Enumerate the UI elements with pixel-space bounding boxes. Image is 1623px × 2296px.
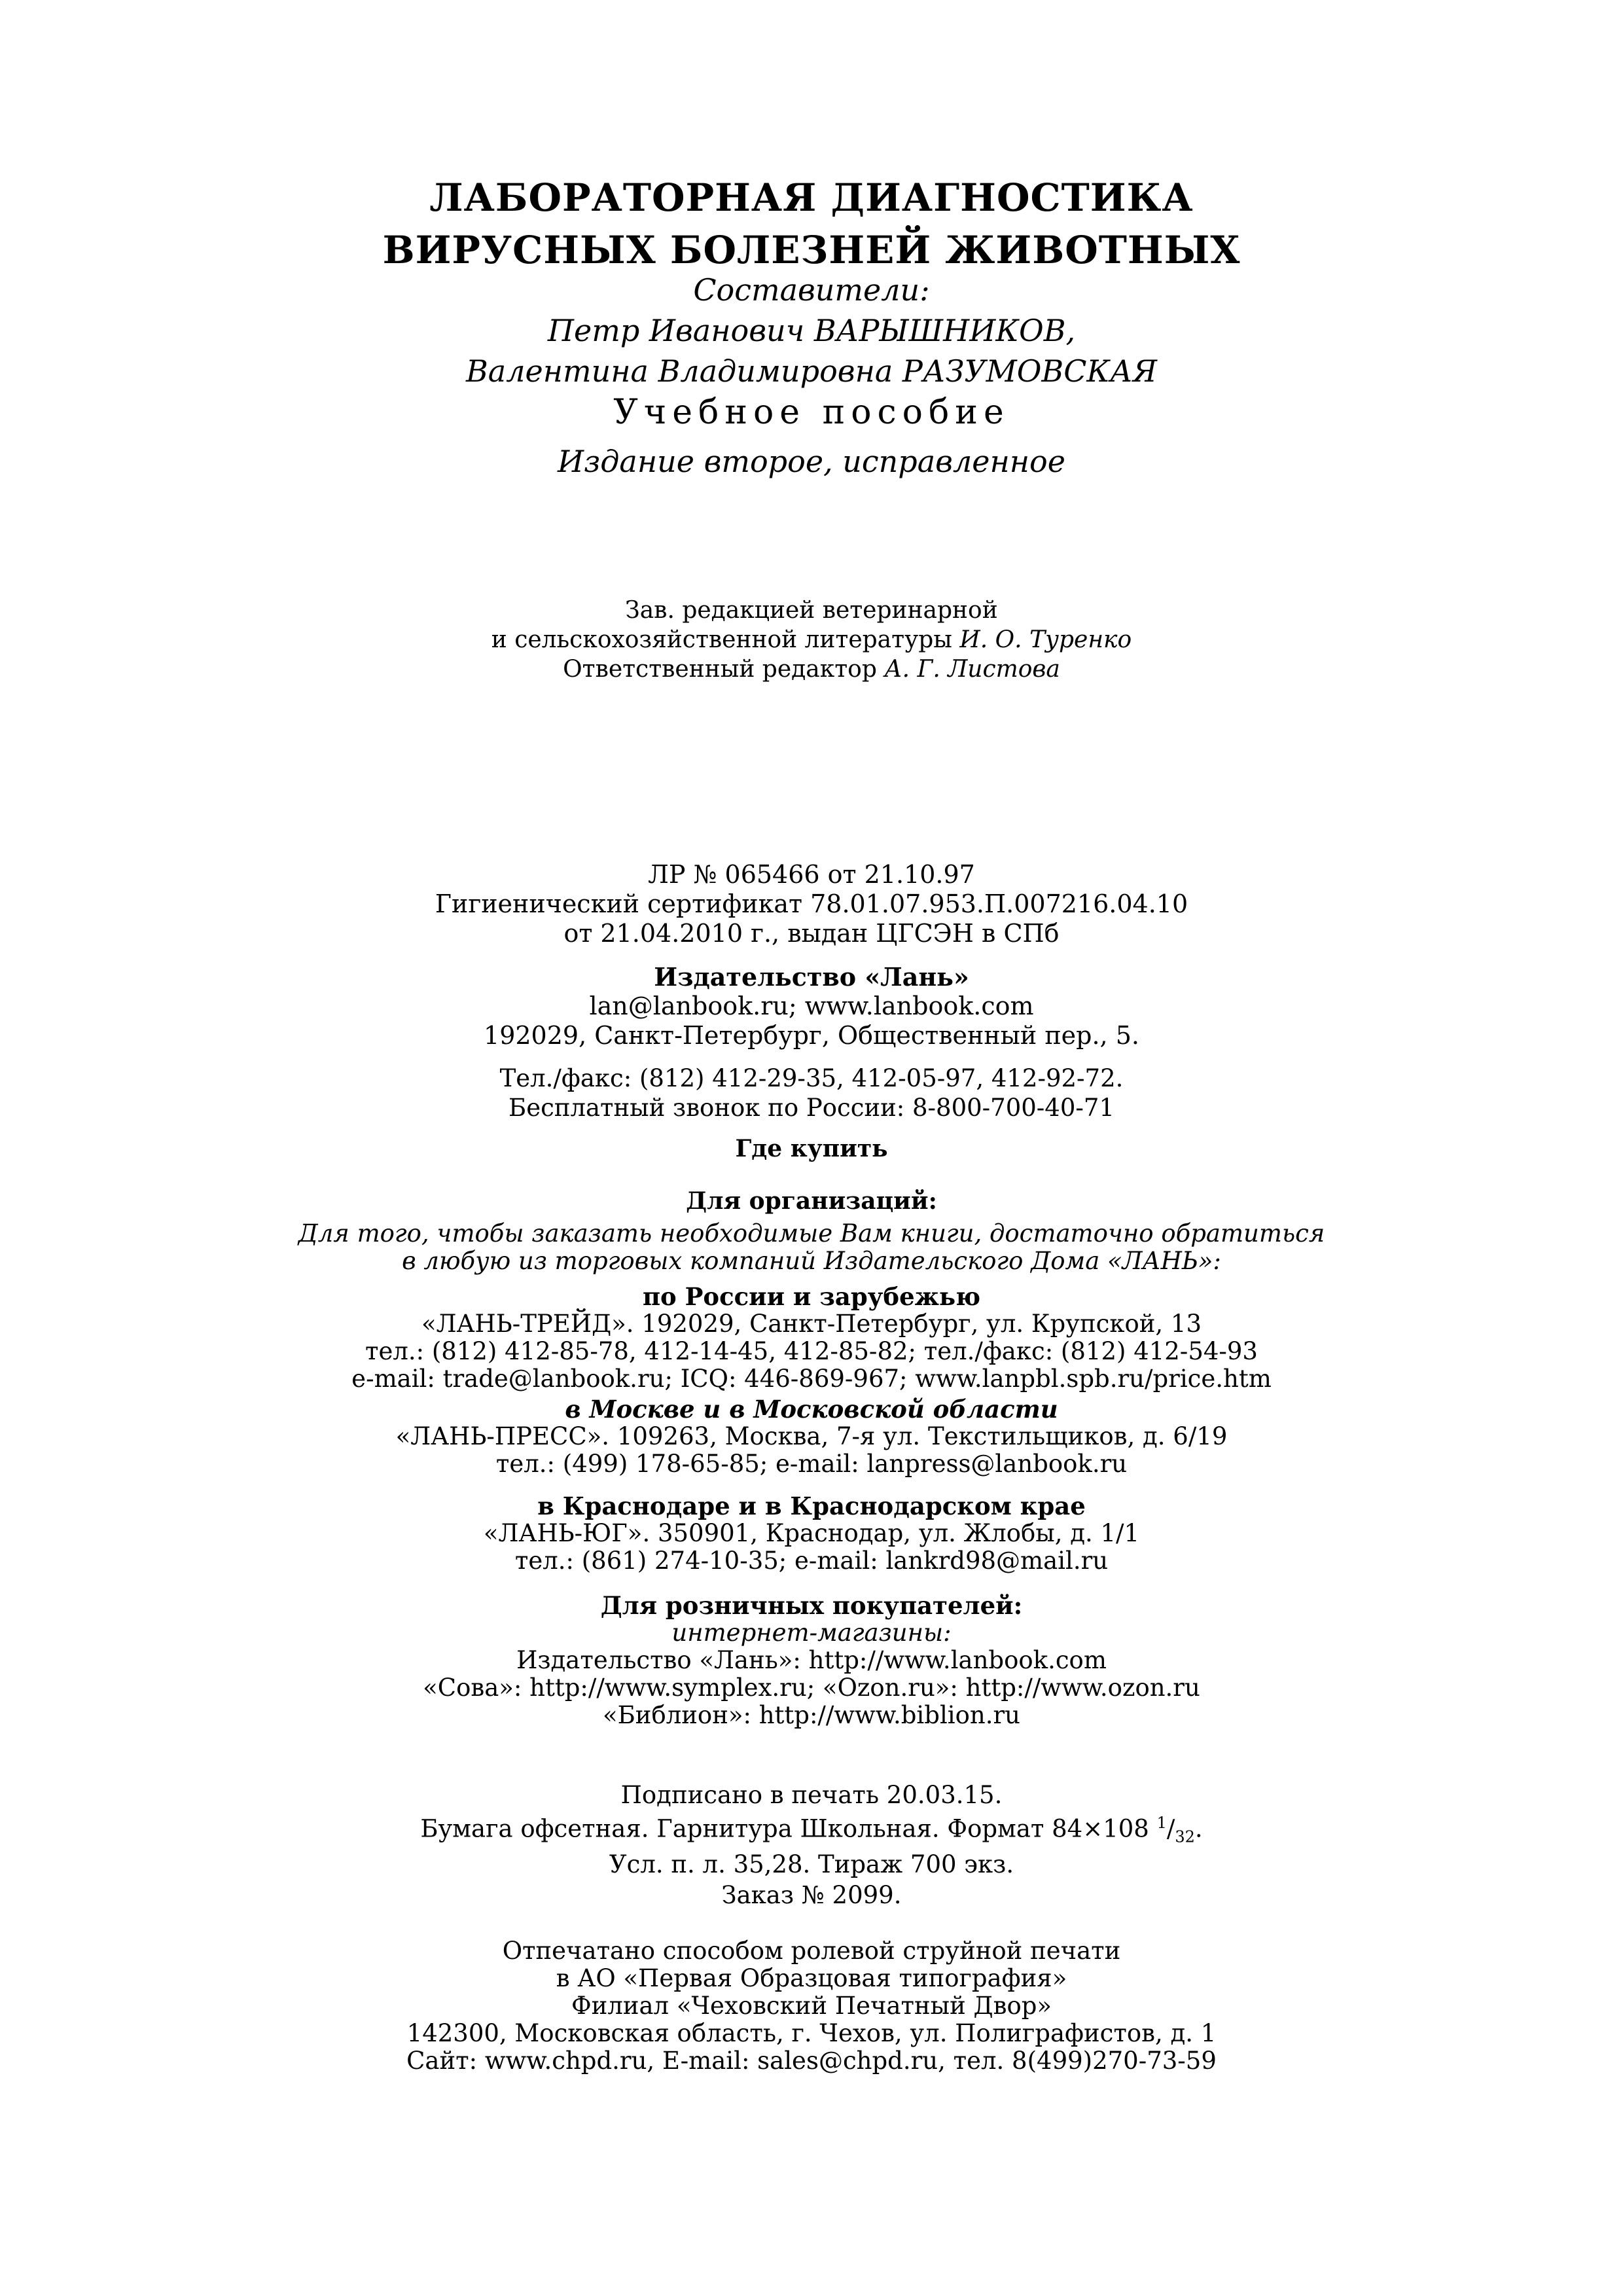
- free-call-number: Бесплатный звонок по России: 8-800-700-40-71: [508, 1094, 1115, 1122]
- printer-method: Отпечатано способом ролевой струйной печати: [502, 1937, 1121, 1965]
- online-shop-sova-ozon: «Сова»: http://www.symplex.ru; «Ozon.ru»: http://www.ozon.ru: [423, 1674, 1200, 1702]
- printer-branch: Филиал «Чеховский Печатный Двор»: [571, 1992, 1052, 2020]
- where-to-buy-heading: Где купить: [735, 1135, 888, 1162]
- organizations-intro: [196, 1220, 1427, 1275]
- publisher-web: lan@lanbook.ru; www.lanbook.com: [589, 992, 1034, 1020]
- distributor-email: e-mail: trade@lanbook.ru; ICQ: 446-869-967; www.lanpbl.spb.ru/price.htm: [351, 1365, 1272, 1393]
- hygiene-certificate: Гигиенический сертификат 78.01.07.953.П.007216.04.10: [435, 889, 1188, 918]
- printer-address: 142300, Московская область, г. Чехов, ул. Полиграфистов, д. 1: [406, 2019, 1217, 2047]
- distributor-phones: тел.: (812) 412-85-78, 412-14-45, 412-85-82; тел./факс: (812) 412-54-93: [365, 1337, 1258, 1365]
- signed-to-print: Подписано в печать 20.03.15.: [620, 1781, 1003, 1809]
- order-number: Заказ № 2099.: [721, 1881, 902, 1909]
- authors-block: [223, 270, 1400, 391]
- authors-label: Составители:: [693, 272, 930, 308]
- retail-heading: Для розничных покупателей:: [600, 1591, 1023, 1620]
- distributor-address: «ЛАНЬ-ЮГ». 350901, Краснодар, ул. Жлобы, д. 1/1: [483, 1519, 1140, 1547]
- distributor-phones: тел.: (861) 274-10-35; e-mail: lankrd98@mail.ru: [514, 1547, 1109, 1575]
- online-shop-lanbook: Издательство «Лань»: http://www.lanbook.com: [516, 1646, 1107, 1674]
- paper-and-format: Бумага офсетная. Гарнитура Школьная. Формат 84×108 $^1/_{32}$.: [420, 1814, 1203, 1846]
- license-number: ЛР № 065466 от 21.10.97: [648, 860, 975, 889]
- staff-line-1: Зав. редакцией ветеринарной: [625, 597, 998, 624]
- publisher-info: [223, 962, 1400, 1050]
- distributor-address: «ЛАНЬ-ТРЕЙД». 192029, Санкт-Петербург, ул. Крупской, 13: [421, 1310, 1202, 1338]
- responsible-editor: А. Г. Листова: [884, 656, 1060, 683]
- book-genre: Учебное пособие: [613, 393, 1010, 432]
- distributor-address: «ЛАНЬ-ПРЕСС». 109263, Москва, 7-я ул. Текстильщиков, д. 6/19: [395, 1422, 1228, 1450]
- book-edition: Издание второе, исправленное: [558, 444, 1065, 479]
- staff-line-2: [223, 625, 1400, 655]
- publisher-name: Издательство «Лань»: [654, 962, 969, 992]
- format-denominator: 32: [1175, 1827, 1195, 1846]
- distributor-krasnodar: [223, 1492, 1400, 1575]
- head-of-editorial: И. О. Туренко: [959, 626, 1132, 653]
- distributor-region: в Краснодаре и в Краснодарском крае: [537, 1492, 1086, 1520]
- publisher-address: 192029, Санкт-Петербург, Общественный пер., 5.: [484, 1021, 1139, 1050]
- license-info: [223, 860, 1400, 948]
- book-title-line-2: ВИРУСНЫХ БОЛЕЗНЕЙ ЖИВОТНЫХ: [382, 228, 1241, 272]
- staff-line-3-text: Ответственный редактор: [563, 656, 885, 683]
- retail-buyers: [223, 1592, 1400, 1729]
- staff-line-3: [223, 655, 1400, 684]
- organizations-heading: Для организаций:: [686, 1187, 937, 1215]
- printer-contacts: Сайт: www.chpd.ru, E-mail: sales@chpd.ru, тел. 8(499)270-73-59: [406, 2047, 1217, 2075]
- print-details: [223, 1782, 1400, 1878]
- editorial-staff: [223, 596, 1400, 684]
- printer-company: в АО «Первая Образцовая типография»: [556, 1964, 1067, 1992]
- paper-format-end: .: [1194, 1814, 1203, 1843]
- staff-line-2-text: и сельскохозяйственной литературы: [491, 626, 960, 653]
- book-title-line-1: ЛАБОРАТОРНАЯ ДИАГНОСТИКА: [429, 175, 1194, 220]
- author-1: Петр Иванович ВАРЫШНИКОВ,: [547, 313, 1076, 348]
- print-volume: Усл. п. л. 35,28. Тираж 700 экз.: [609, 1850, 1014, 1878]
- distributor-phones: тел.: (499) 178-65-85; e-mail: lanpress@lanbook.ru: [495, 1450, 1128, 1478]
- printer-info: [223, 1937, 1400, 2075]
- online-shops-label: интернет-магазины:: [671, 1619, 952, 1647]
- organizations-intro-line-1: Для того, чтобы заказать необходимые Вам книги, достаточно обратиться: [298, 1219, 1325, 1247]
- format-numerator: 1: [1156, 1814, 1167, 1832]
- book-title: [223, 171, 1400, 276]
- publisher-contacts: [223, 1064, 1400, 1122]
- distributor-region: в Москве и в Московской области: [565, 1395, 1058, 1424]
- publisher-phone: Тел./факс: (812) 412-29-35, 412-05-97, 412-92-72.: [499, 1064, 1124, 1092]
- online-shop-biblion: «Библион»: http://www.biblion.ru: [602, 1701, 1020, 1729]
- distributor-moscow: [223, 1395, 1400, 1478]
- author-2: Валентина Владимировна РАЗУМОВСКАЯ: [465, 353, 1158, 389]
- paper-format-text: Бумага офсетная. Гарнитура Школьная. Формат 84×108: [420, 1814, 1157, 1843]
- organizations-intro-line-2: в любую из торговых компаний Издательского Дома «ЛАНЬ»:: [402, 1247, 1221, 1275]
- distributor-russia: [223, 1283, 1400, 1393]
- certificate-issued: от 21.04.2010 г., выдан ЦГСЭН в СПб: [563, 919, 1060, 948]
- distributor-region: по России и зарубежью: [642, 1282, 981, 1311]
